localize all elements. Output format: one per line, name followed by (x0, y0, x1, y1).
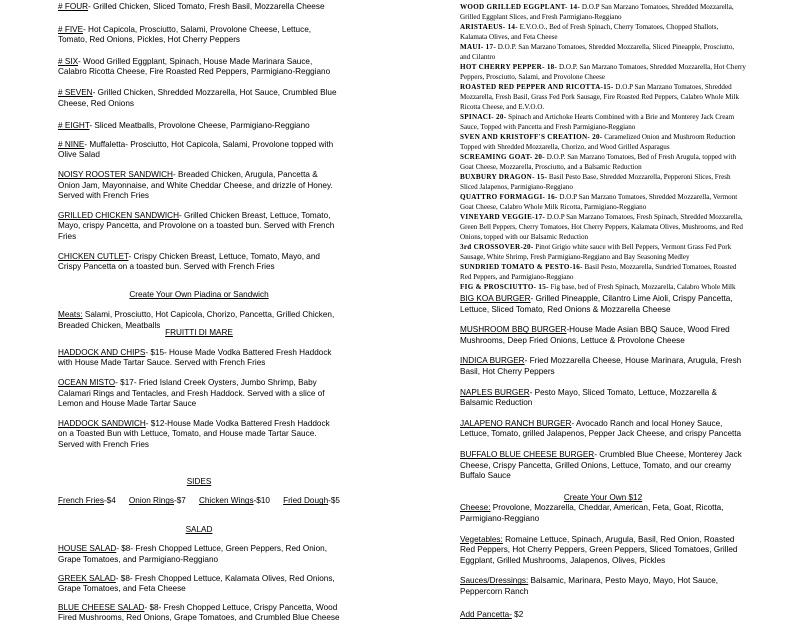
burger-menu-column (460, 294, 746, 620)
add-pancetta-price: $2 (511, 610, 524, 620)
item-desc: - Wood Grilled Eggplant, Spinach, House Made Marinara Sauce, Calabro Ricotta Cheese, Fire Roasted Red Peppers, Parmigiano-Reggiano (58, 56, 331, 77)
item-name: NOISY ROOSTER SANDWICH (58, 169, 173, 179)
vegetable-options (460, 535, 746, 567)
menu-item-greek-salad (58, 574, 340, 595)
item-desc: - $8- Fresh Chopped Lettuce, Crispy Pancetta, Wood Fired Mushrooms, Red Onions, Grape Tomatoes, and Crumbled Blue Cheese (58, 602, 340, 623)
menu-item-chicken-cutlet (58, 252, 340, 273)
create-piadina-heading: Create Your Own Piadina or Sandwich (129, 289, 269, 299)
item-name: # NINE (58, 139, 85, 149)
item-name: HOUSE SALAD (58, 544, 117, 554)
item-desc: - $15- House Made Vodka Battered Fresh Haddock with House Made Tartar Sauce. Served with French Fries (58, 347, 332, 368)
pizza-item-fig-prosciutto: FIG & PROSCIUTTO- 15- Fig base, bed of Fresh Spinach, Mozzarella, Calabro Whole Milk (460, 283, 736, 291)
item-desc: - Sliced Meatballs, Provolone Cheese, Parmigiano-Reggiano (89, 121, 310, 131)
option-text: Provolone, Mozzarella, Cheddar, American, Feta, Goat, Ricotta, Parmigiano-Reggiano (460, 503, 724, 523)
menu-item-four (58, 2, 340, 13)
pizza-item-screaming-goat: SCREAMING GOAT- 20- D.O.P. San Marzano Tomatoes, Bed of Fresh Arugula, topped with Goat Cheese, Mozzarella, Prosciutto, and a Balsamic Reduction (460, 153, 736, 171)
fruitti-heading: FRUITTI DI MARE (165, 328, 233, 338)
menu-item-ocean-misto (58, 378, 340, 410)
item-desc: - Crumbled Blue Cheese, Monterey Jack Cheese, Crispy Pancetta, Grilled Onions, Lettuce, Tomato, and our creamy Buffalo Sauce (460, 449, 742, 481)
meats-text: Salami, Prosciutto, Hot Capicola, Chorizo, Pancetta, Grilled Chicken, Breaded Chicken, Meatballs (58, 310, 335, 330)
cheese-options (460, 503, 746, 524)
item-name: NAPLES BURGER (460, 387, 530, 397)
menu-item-indica-burger (460, 356, 746, 377)
item-name: HADDOCK SANDWICH (58, 418, 146, 428)
item-name: BLUE CHEESE SALAD (58, 602, 145, 612)
menu-item-big-koa-burger (460, 294, 746, 315)
item-desc: - Pesto Mayo, Sliced Tomato, Lettuce, Mozzarella & Balsamic Reduction (460, 387, 717, 408)
side-item-onion-rings: Onion Rings-$7 (128, 496, 186, 506)
item-name: # FIVE (58, 24, 84, 34)
item-name: # SIX (58, 56, 79, 66)
item-desc: - $8- Fresh Chopped Lettuce, Green Peppers, Red Onion, Grape Tomatoes, and Parmigiano-Reggiano (58, 544, 327, 564)
create-your-own-heading: Create Your Own $12 (563, 492, 643, 502)
menu-item-grilled-chicken (58, 211, 340, 243)
side-item-wings: Chicken Wings-$10 (198, 496, 270, 506)
item-name: # FOUR (58, 2, 89, 11)
item-name: CHICKEN CUTLET (58, 251, 129, 261)
item-name: MUSHROOM BBQ BURGER (460, 325, 567, 335)
menu-item-buffalo-blue-cheese-burger (460, 450, 746, 482)
item-desc: - $17- Fried Island Creek Oysters, Jumbo Shrimp, Baby Calamari Rings and Tentacles, and Fresh Haddock. Served with a slice of Lemon and House Made Tartar Sauce (58, 378, 325, 409)
item-desc: - Avocado Ranch and local Honey Sauce, Lettuce, Tomato, grilled Jalapenos, Pepper Jack Cheese, and crispy Pancetta (460, 418, 742, 439)
option-label: Vegetables: (460, 534, 503, 544)
item-name: HADDOCK AND CHIPS (58, 347, 146, 357)
option-label: Sauces/Dressings: (460, 576, 529, 586)
side-item-fried-dough: Fried Dough-$5 (283, 496, 340, 506)
item-name: # SEVEN (58, 87, 93, 97)
menu-item-blue-cheese-salad (58, 603, 340, 624)
item-desc: - Hot Capicola, Prosciutto, Salami, Provolone Cheese, Lettuce, Tomato, Red Onions, Pickles, Hot Cherry Peppers (58, 24, 312, 45)
menu-item-haddock-chips (58, 348, 340, 369)
item-desc: - $8- Fresh Chopped Lettuce, Kalamata Olives, Red Onions, Grape Tomatoes, and Feta Cheese (58, 573, 335, 594)
side-item-fries: French Fries-$4 (58, 496, 116, 506)
option-text: Romaine Lettuce, Spinach, Arugula, Basil, Red Onion, Roasted Red Peppers, Hot Cherry Peppers, Green Peppers, Sliced Tomatoes, Grilled Eggplant, Grilled Mushrooms, Jalapenos, Olives, Pickles (460, 534, 738, 565)
pizza-item-hot-cherry-pepper: HOT CHERRY PEPPER- 18- D.O.P. San Marzano Tomatoes, Shredded Mozzarella, Hot Cherry Peppers, Prosciutto, Salami, and Provolone Cheese (460, 63, 746, 81)
pizza-item-spinaci: SPINACI- 20- Spinach and Artichoke Hearts Combined with a Brie and Monterey Jack Cream Sauce, Topped with Pancetta and Fresh Parmigiano-Reggiano (460, 113, 735, 131)
pizza-item-buxbury-dragon: BUXBURY DRAGON- 15- Basil Pesto Base, Shredded Mozzarella, Pepperoni Slices, Fresh Sliced Jalapenos, Parmigiano-Reggiano (460, 173, 731, 191)
menu-item-five (58, 25, 340, 46)
sides-heading: SIDES (186, 476, 212, 486)
sides-row (58, 496, 340, 507)
option-label: Cheese: (460, 503, 491, 513)
menu-item-nine (58, 140, 340, 161)
item-desc: - Grilled Chicken, Shredded Mozzarella, Hot Sauce, Crumbled Blue Cheese, Red Onions (58, 87, 337, 108)
item-name: JALAPENO RANCH BURGER (460, 418, 572, 428)
meats-label: Meats: (58, 310, 83, 320)
item-name: OCEAN MISTO (58, 378, 116, 388)
item-desc: - Grilled Pineapple, Cilantro Lime Aioli, Crispy Pancetta, Lettuce, Sliced Tomato, Red Onions & Mozzarella Cheese (460, 294, 733, 314)
menu-item-noisy-rooster (58, 170, 340, 202)
pizza-item-crossover: 3rd CROSSOVER-20- Pinot Grigio white sauce with Bell Peppers, Vermont Grass Fed Pork Sausage, White Shrimp, Fresh Parmigiano-Reggiano and Bay Seasoning Medley (460, 243, 732, 261)
pizza-item-sundried-tomato: SUNDRIED TOMATO & PESTO-16- Basil Pesto, Mozzarella, Sundried Tomatoes, Roasted Red Peppers, and Parmigiano-Reggiano (460, 263, 737, 281)
option-text: Balsamic, Marinara, Pesto Mayo, Mayo, Hot Sauce, Peppercorn Ranch (460, 576, 719, 596)
meats-section (58, 310, 340, 328)
item-name: GREEK SALAD (58, 573, 116, 583)
menu-item-six (58, 57, 340, 78)
menu-item-eight (58, 121, 340, 132)
pizza-item-sven-kristoff: SVEN AND KRISTOFF'S CREATION- 20- Caramelized Onion and Mushroom Reduction Topped with Shredded Mozzarella, Chorizo, and Wood Grilled Asparagus (460, 133, 736, 151)
pizza-item-quattro-formaggi: QUATTRO FORMAGGI- 16- D.O.P San Marzano Tomatoes, Shredded Mozzarella, Vermont Goat Cheese, Calabro Whole Milk Ricotta, Parmigiano-Reggiano (460, 193, 738, 211)
add-pancetta-label: Add Pancetta- (460, 610, 512, 620)
sauce-options (460, 576, 746, 597)
pizza-item-eggplant: WOOD GRILLED EGGPLANT- 14- D.O.P San Marzano Tomatoes, Shredded Mozzarella, Grilled Eggplant Slices, and Fresh Parmigiano-Reggiano (460, 3, 734, 21)
item-desc: - Grilled Chicken Breast, Lettuce, Tomato, Mayo, crispy Pancetta, and Provolone on a toasted bun. Served with French Fries (58, 210, 335, 241)
item-desc: - Fried Mozzarella Cheese, House Marinara, Arugula, Fresh Basil, Hot Cherry Peppers (460, 356, 742, 376)
item-desc: - Breaded Chicken, Arugula, Pancetta & Onion Jam, Mayonnaise, and White Cheddar Cheese, and drizzle of Honey. Served with French Fries (58, 169, 333, 201)
menu-item-seven (58, 88, 340, 109)
pizza-item-maui: MAUI- 17- D.O.P. San Marzano Tomatoes, Shredded Mozzarella, Sliced Pineapple, Prosciutto, and Cilantro (460, 43, 735, 61)
item-name: BUFFALO BLUE CHEESE BURGER (460, 449, 595, 459)
item-desc: - Grilled Chicken, Sliced Tomato, Fresh Basil, Mozzarella Cheese (88, 2, 325, 11)
pizza-item-roasted-red-pepper: ROASTED RED PEPPER AND RICOTTA-15- D.O.P San Marzano Tomatoes, Shredded Mozzarella, Fresh Basil, Grass Fed Pork Sausage, Fire Roasted Red Peppers, Calabro Whole Milk Ricotta Cheese, and E.V.O.O. (460, 83, 740, 111)
item-desc: -House Made Asian BBQ Sauce, Wood Fired Mushrooms, Deep Fried Onions, Lettuce & Provolone Cheese (460, 325, 730, 345)
item-name: GRILLED CHICKEN SANDWICH (58, 210, 180, 220)
item-desc: - $12-House Made Vodka Battered Fresh Haddock on a Toasted Bun with Lettuce, Tomato, and House made Tartar Sauce. Served with French Fries (58, 418, 330, 450)
pizza-menu-column (460, 0, 746, 300)
pizza-item-aristaeus: ARISTAEUS- 14- E.V.O.O., Bed of Fresh Spinach, Cherry Tomatoes, Chopped Shallots, Kalamata Olives, and Feta Cheese (460, 23, 719, 41)
left-menu-column (58, 0, 340, 623)
salad-heading: SALAD (185, 524, 213, 534)
item-desc: - Muffaletta- Prosciutto, Hot Capicola, Salami, Provolone topped with Olive Salad (58, 139, 334, 160)
menu-item-house-salad (58, 544, 340, 565)
item-name: BIG KOA BURGER (460, 294, 531, 303)
menu-item-naples-burger (460, 388, 746, 409)
item-name: # EIGHT (58, 121, 90, 131)
add-pancetta (460, 610, 746, 621)
item-name: INDICA BURGER (460, 356, 525, 366)
pizza-item-vineyard-veggie: VINEYARD VEGGIE-17- D.O.P San Marzano Tomatoes, Fresh Spinach, Shredded Mozzarella, Green Bell Peppers, Cherry Tomatoes, Hot Cherry Peppers, Kalamata Olives, Mushrooms, and Red Onions, topped with our Balsamic Reduction (460, 213, 743, 241)
item-desc: - Crispy Chicken Breast, Lettuce, Tomato, Mayo, and Crispy Pancetta on a toasted bun. Served with French Fries (58, 251, 320, 272)
menu-item-haddock-sandwich (58, 419, 340, 451)
menu-item-jalapeno-ranch-burger (460, 419, 746, 440)
menu-item-mushroom-bbq-burger (460, 325, 746, 346)
